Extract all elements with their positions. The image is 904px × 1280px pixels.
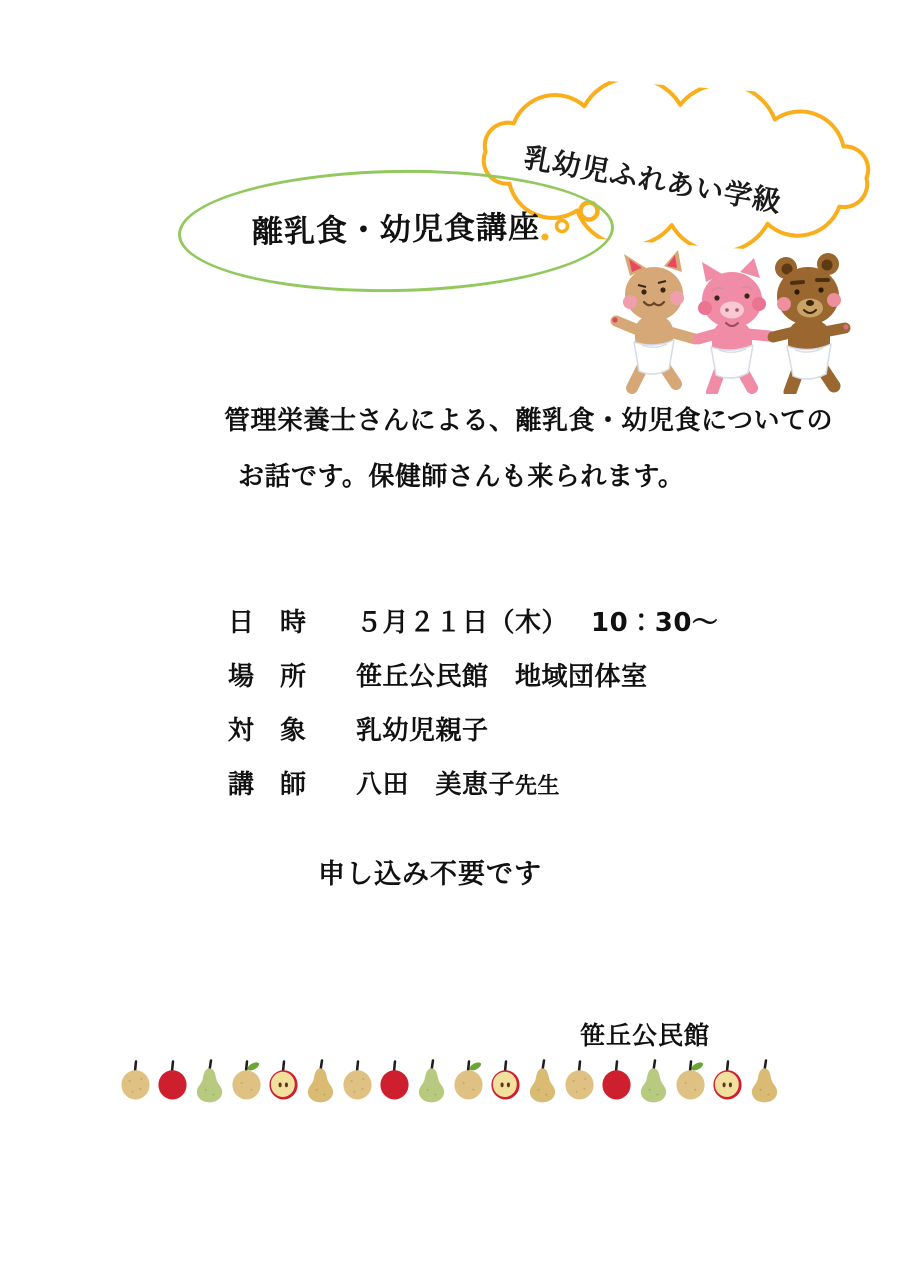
pear-tan-icon xyxy=(303,1056,338,1104)
detail-row-lecturer xyxy=(228,764,718,818)
detail-value: 笹丘公民館 地域団体室 xyxy=(356,662,648,692)
intro-line-2: お話です。保健師さんも来られます。 xyxy=(238,462,685,492)
apple-cut-icon xyxy=(710,1056,745,1104)
bear-icon xyxy=(773,253,849,392)
detail-value: 乳幼児親子 xyxy=(356,716,489,746)
apple-cut-icon xyxy=(488,1056,523,1104)
baby-animals-illustration xyxy=(602,246,858,394)
detail-row-place xyxy=(228,656,718,710)
apple-red-icon xyxy=(377,1056,412,1104)
pear-green-icon xyxy=(414,1056,449,1104)
apple-cut-icon xyxy=(266,1056,301,1104)
apple-red-icon xyxy=(155,1056,190,1104)
intro-line-1: 管理栄養士さんによる、離乳食・幼児食についての xyxy=(224,406,833,436)
no-registration-note: 申し込み不要です xyxy=(318,859,542,890)
detail-label: 対 象 xyxy=(228,716,307,746)
detail-label: 場 所 xyxy=(228,662,307,692)
pear-tan-icon xyxy=(525,1056,560,1104)
apple-tan-leaf-icon xyxy=(229,1056,264,1104)
pear-tan-icon xyxy=(747,1056,782,1104)
apple-tan-leaf-icon xyxy=(451,1056,486,1104)
fruit-border xyxy=(118,1056,782,1104)
apple-tan-icon xyxy=(118,1056,153,1104)
detail-value: ５月２１日（木） 10：30～ xyxy=(356,608,719,638)
pig-icon xyxy=(698,258,769,392)
detail-row-audience xyxy=(228,710,718,764)
event-details xyxy=(228,602,718,818)
cat-icon xyxy=(612,250,695,388)
apple-tan-icon xyxy=(340,1056,375,1104)
detail-value xyxy=(356,764,560,801)
apple-tan-leaf-icon xyxy=(673,1056,708,1104)
apple-tan-icon xyxy=(562,1056,597,1104)
lecturer-name: 八田 美恵子 xyxy=(356,770,516,800)
apple-red-icon xyxy=(599,1056,634,1104)
detail-label: 講 師 xyxy=(228,770,307,800)
page-title: 離乳食・幼児食講座 xyxy=(251,208,541,251)
organizer-name: 笹丘公民館 xyxy=(580,1021,711,1050)
pear-green-icon xyxy=(636,1056,671,1104)
detail-label: 日 時 xyxy=(228,608,307,638)
cloud-label: 乳幼児ふれあい学級 xyxy=(521,140,785,219)
title-ellipse xyxy=(177,166,615,296)
detail-row-datetime xyxy=(228,602,718,656)
pear-green-icon xyxy=(192,1056,227,1104)
lecturer-honorific: 先生 xyxy=(515,774,561,799)
